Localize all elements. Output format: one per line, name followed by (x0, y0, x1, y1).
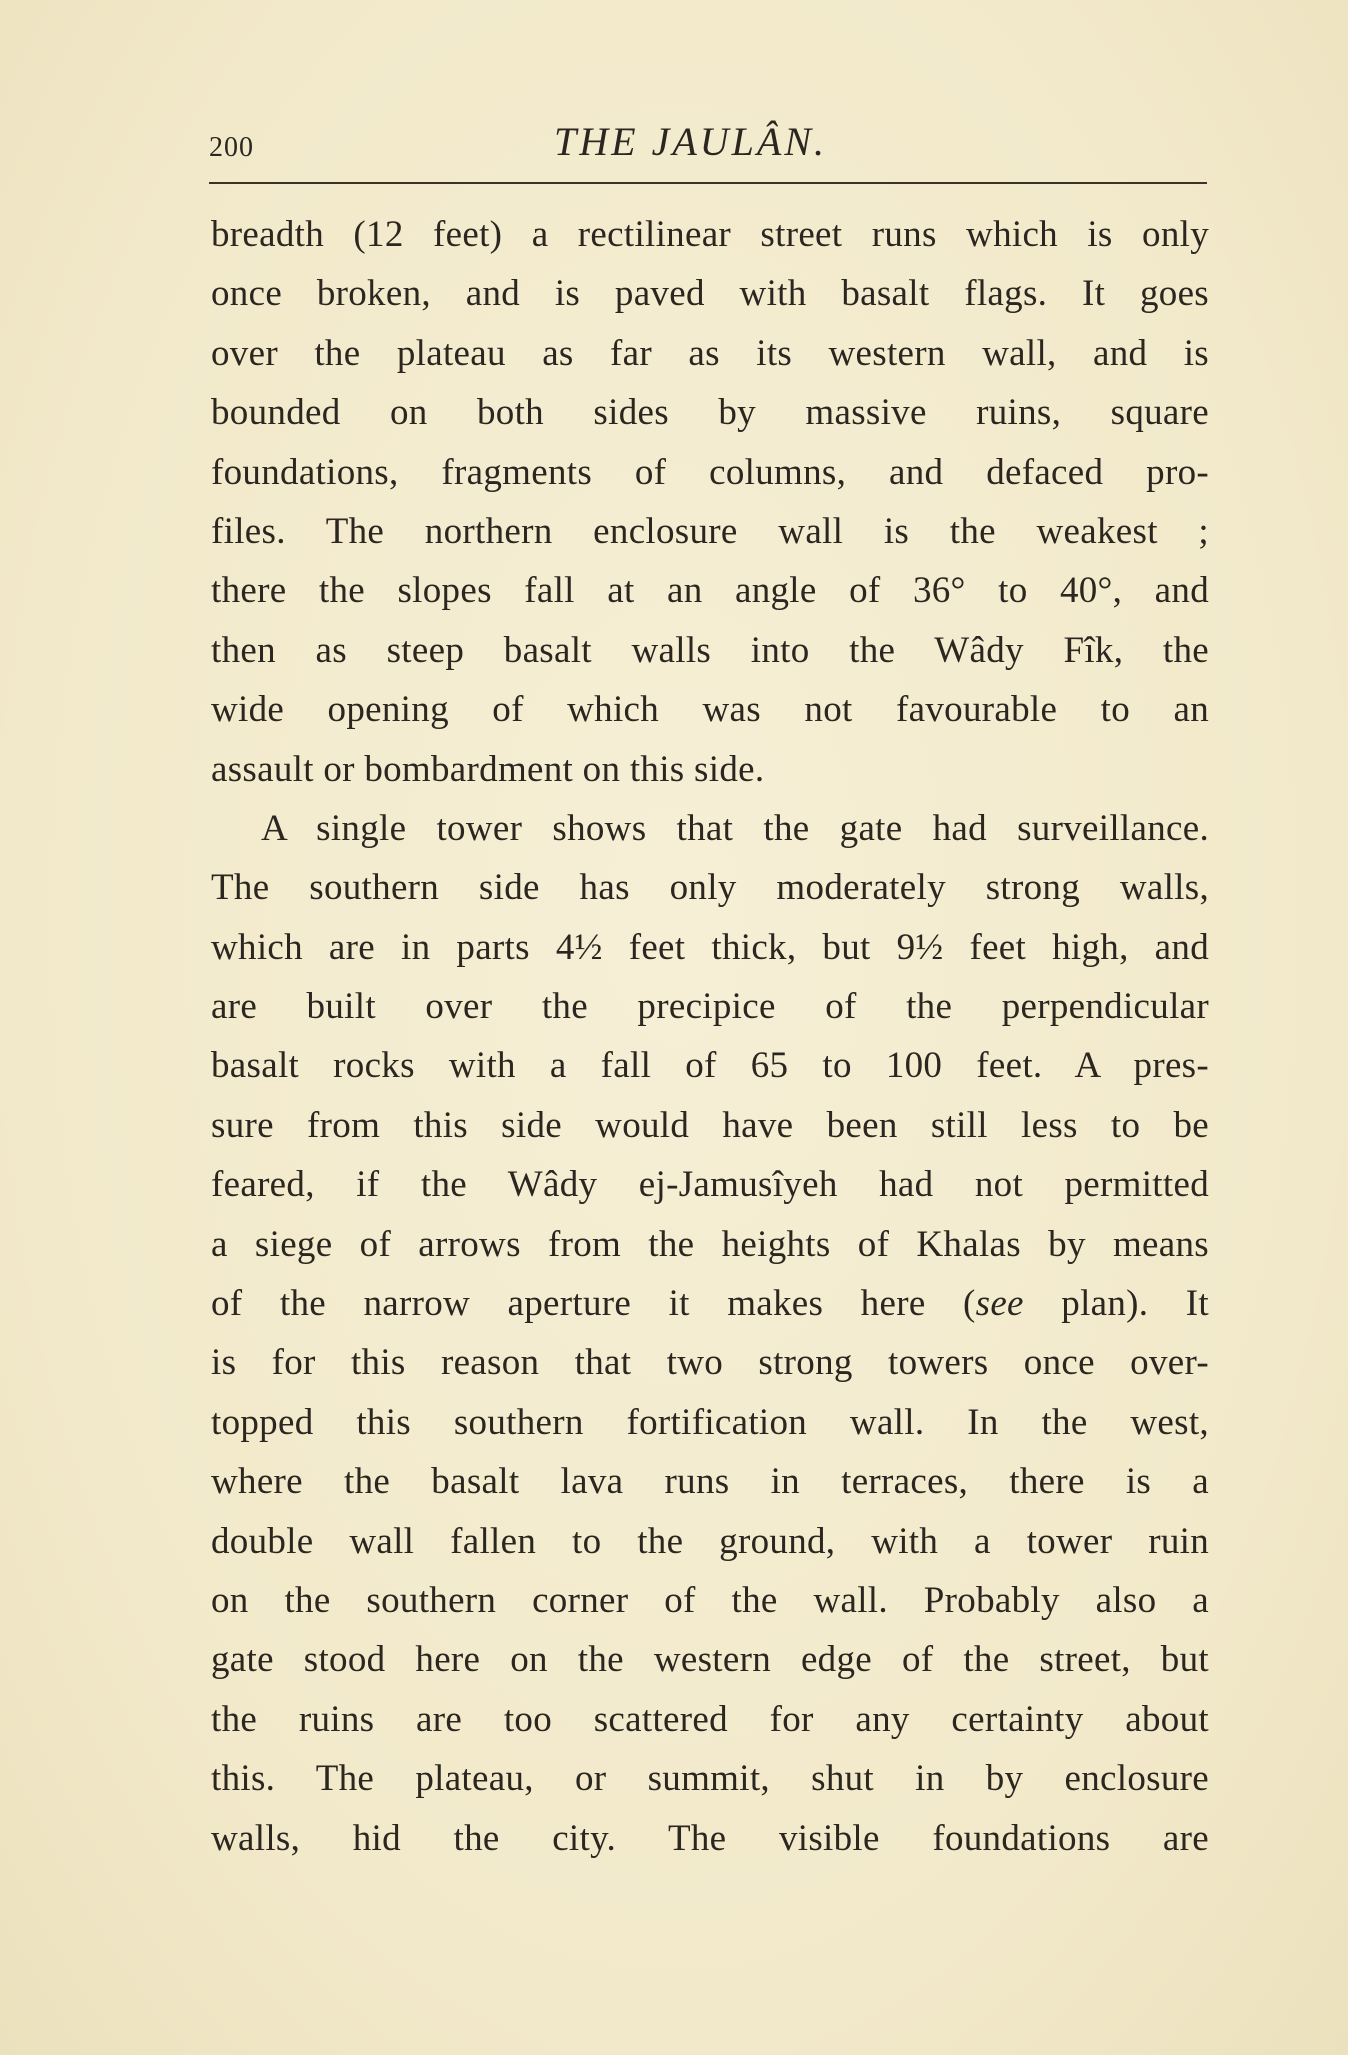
text-line: is for this reason that two strong towers once over- (211, 1342, 1209, 1384)
text-line: then as steep basalt walls into the Wâdy Fîk, the (211, 629, 1209, 671)
text-line: files. The northern enclosure wall is the weakest ; (211, 510, 1209, 552)
text-line: of the narrow aperture it makes here (see plan). It (211, 1283, 1210, 1325)
text-line: which are in parts 4½ feet thick, but 9½ feet high, and (211, 926, 1209, 968)
text-line: walls, hid the city. The visible foundations are (211, 1817, 1209, 1859)
text-line: sure from this side would have been still less to be (211, 1104, 1209, 1146)
text-line: wide opening of which was not favourable to an (211, 689, 1209, 731)
body-text (211, 205, 1209, 1868)
text-line: once broken, and is paved with basalt flags. It goes (211, 273, 1209, 315)
text-line: a siege of arrows from the heights of Khalas by means (211, 1223, 1209, 1265)
page-number: 200 (209, 132, 254, 163)
text-line: A single tower shows that the gate had surveillance. (261, 807, 1209, 849)
text-line: the ruins are too scattered for any certainty about (211, 1698, 1209, 1740)
text-line: gate stood here on the western edge of the street, but (211, 1639, 1209, 1681)
text-line: double wall fallen to the ground, with a tower ruin (211, 1520, 1209, 1562)
text-line: there the slopes fall at an angle of 36° to 40°, and (211, 570, 1209, 612)
text-line: on the southern corner of the wall. Probably also a (211, 1579, 1209, 1621)
text-line: feared, if the Wâdy ej-Jamusîyeh had not permitted (211, 1164, 1209, 1206)
running-title: THE JAULÂN. (554, 119, 827, 164)
text-line: bounded on both sides by massive ruins, square (211, 392, 1209, 434)
running-head (209, 118, 1209, 168)
text-line: topped this southern fortification wall. In the west, (211, 1401, 1209, 1443)
text-line: this. The plateau, or summit, shut in by enclosure (211, 1758, 1209, 1800)
text-line: over the plateau as far as its western wall, and is (211, 332, 1209, 374)
text-line: breadth (12 feet) a rectilinear street runs which is only (211, 214, 1209, 255)
text-line: basalt rocks with a fall of 65 to 100 feet. A pres- (211, 1045, 1209, 1087)
text-line: are built over the precipice of the perpendicular (211, 986, 1209, 1028)
header-rule (209, 182, 1207, 184)
text-line: The southern side has only moderately strong walls, (211, 867, 1209, 909)
text-line: where the basalt lava runs in terraces, there is a (211, 1461, 1209, 1503)
text-line: foundations, fragments of columns, and defaced pro- (211, 451, 1209, 493)
text-line: assault or bombardment on this side. (211, 748, 765, 790)
